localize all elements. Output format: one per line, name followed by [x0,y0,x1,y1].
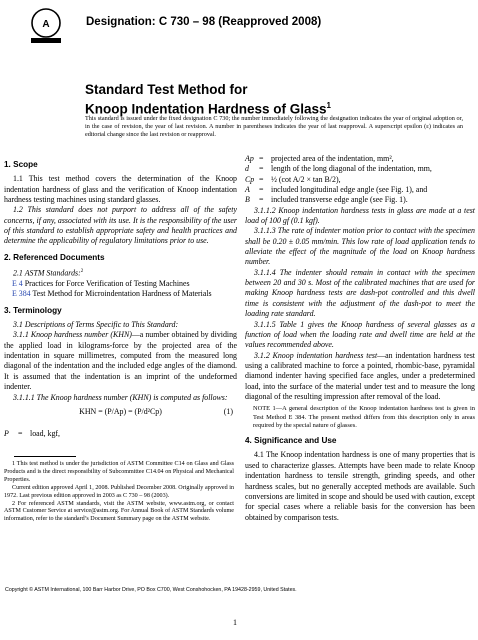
section-4-heading: 4. Significance and Use [245,436,337,446]
footnote-1: 1 This test method is under the jurisdiction of ASTM Committee C14 on Glass and Glass Products and is the direct responsibility of Subcommittee C14.04 on Physical and Mechanical Properties. [4,461,234,483]
section-1-heading: 1. Scope [4,160,38,169]
para-3-1-1: 3.1.1 Knoop hardness number (KHN)—a number obtained by dividing the applied load in kilograms-force by the projected area of the indentation in square millimetres, computed from the measured long diagonal of the indentation and the included edge angles of the diamond. It is assumed that the indentation is an imprint of the undeformed indenter. [4,330,237,392]
page-number: 1 [233,618,237,627]
para-2-1: 2.1 ASTM Standards:$^2$ [13,268,84,278]
astm-logo [29,8,63,44]
link-e384[interactable]: E 384 [12,289,31,299]
section-3-heading: 3. Terminology [4,305,62,315]
title-line1: Standard Test Method for [85,82,248,97]
footnote-rule [14,456,76,457]
svg-text:A: A [42,19,50,30]
para-1-2: 1.2 This standard does not purport to address all of the safety concerns, if any, associated with its use. It is the responsibility of the user of this standard to establish appropriate safety and health practices and determine the applicability of regulatory limitations prior to use. [4,205,237,246]
para-3-1-1-5: 3.1.1.5 Table 1 gives the Knoop hardness of several glasses as a function of load when the loading rate and dwell time are held at the values recommended above. [245,319,475,350]
left-column [4,154,237,439]
note-1: NOTE 1—A general description of the Knoop indentation hardness test is given in Test Method E 384. The present method differs from this description only in areas required by the special nature of glasses. [253,405,475,429]
document-title [85,82,465,118]
equation-text: KHN = (P/Ap) = (P/d²Cp) [79,406,162,416]
footnote-1b: Current edition approved April 1, 2008. Published December 2008. Originally approved in 1972. Last previous edition approved in 2003 as C 730 – 98 (2003). [4,484,234,499]
def-a: A = included longitudinal edge angle (see Fig. 1), and [245,185,428,195]
right-column [245,154,475,523]
para-3-1-1-2: 3.1.1.2 Knoop indentation hardness tests in glass are made at a test load of 100 gf (0.1 kgf). [245,205,475,226]
intro-paragraph: This standard is issued under the fixed designation C 730; the number immediately following the designation indicates the year of original adoption or, in the case of revision, the year of last revision. A number in parentheses indicates the year of last reapproval. A superscript epsilon (ε) indicates an editorial change since the last revision or reapproval. [85,115,463,139]
footnotes [4,461,234,524]
equation-1 [4,407,237,425]
link-e4[interactable]: E 4 [12,279,23,289]
def-cp: Cp = ½ (cot A/2 × tan B/2), [245,174,341,184]
reference-e384: E 384 Test Method for Microindentation Hardness of Materials [12,289,212,299]
def-d: d = length of the long diagonal of the indentation, mm, [245,164,432,174]
para-3-1-1-4: 3.1.1.4 The indenter should remain in contact with the specimen between 20 and 30 s. Most of the calibrated machines that are used for making Knoop hardness tests are dash-pot controlled and this dwell time is consistent with the adjustment of the dash-pot to meet the loading rate standard. [245,267,475,319]
section-2-heading: 2. Referenced Documents [4,252,105,262]
para-4-1: 4.1 The Knoop indentation hardness is one of many properties that is used to characterize glasses. Attempts have been made to relate Knoop indentation hardness to tensile strength, grinding speeds, and other hardness scales, but no generally accepted methods are available. Such conversions are limited in scope and should be used with caution, except for special cases where a reliable basis for the conversion has been obtained by comparison tests. [245,450,475,522]
title-line2: Knoop Indentation Hardness of Glass$^1$ [85,101,331,117]
where-p: P = load, kgf, [4,428,61,438]
def-b: B = included transverse edge angle (see Fig. 1). [245,195,408,205]
footnote-2: 2 For referenced ASTM standards, visit the ASTM website, www.astm.org, or contact ASTM Customer Service at service@astm.org. For Annual Book of ASTM Standards volume information, refer to the standard’s Document Summary page on the ASTM website. [4,500,234,523]
equation-number: (1) [223,406,233,416]
reference-e4: E 4 Practices for Force Verification of Testing Machines [12,279,190,289]
designation: Designation: C 730 – 98 (Reapproved 2008) [86,16,322,28]
para-3-1-1-3: 3.1.1.3 The rate of indenter motion prior to contact with the specimen shall be 0.20 ± 0.05 mm/min. This low rate of load application tends to alleviate the effect of the magnitude of the load on Knoop hardness number. [245,226,475,267]
para-3-1-2: 3.1.2 Knoop indentation hardness test—an indentation hardness test using a calibrated machine to force a pointed, rhombic-base, pyramidal diamond indenter having specified face angles, under a predetermined load, into the surface of the material under test and to measure the long diagonal of the resulting impression after removal of the load. [245,350,475,401]
para-3-1: 3.1 Descriptions of Terms Specific to This Standard: [13,320,179,330]
copyright-line: Copyright © ASTM International, 100 Barr Harbor Drive, PO Box C700, West Conshohocken, PA 19428-2959, United States. [5,587,297,593]
definitions-list [245,154,475,206]
para-1-1: 1.1 This test method covers the determination of the Knoop indentation hardness of glass and the verification of Knoop indentation hardness testing machines using standard glasses. [4,174,237,205]
def-ap: Ap = projected area of the indentation, mm², [245,154,394,163]
para-3-1-1-1: 3.1.1.1 The Knoop hardness number (KHN) is computed as follows: [13,392,228,402]
